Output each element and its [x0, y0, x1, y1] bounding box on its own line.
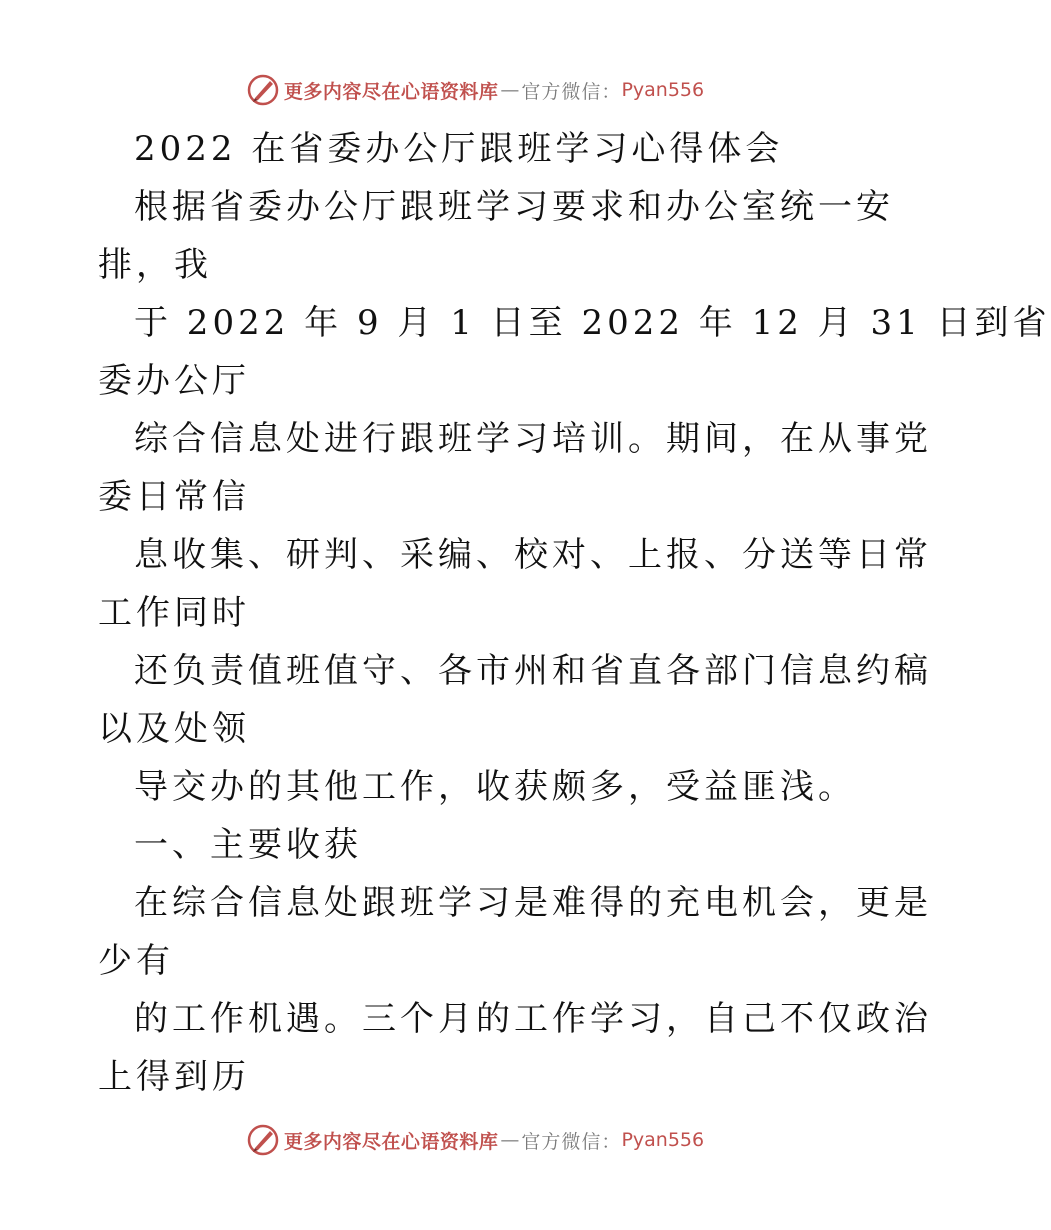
banner-wechat-label: 官方微信：	[521, 1130, 622, 1153]
banner-text: 更多内容尽在心语资料库	[283, 80, 499, 103]
text-line: 委办公厅	[98, 361, 250, 401]
quill-pen-icon	[246, 73, 280, 107]
text-line: 以及处领	[98, 709, 250, 749]
banner-wechat-id: Pyan556	[621, 1129, 705, 1151]
text-line: 根据省委办公厅跟班学习要求和办公室统一安	[134, 187, 894, 227]
text-line: 还负责值班值守、各市州和省直各部门信息约稿	[134, 651, 932, 691]
text-line: 综合信息处进行跟班学习培训。期间，在从事党	[134, 419, 932, 459]
text-line: 委日常信	[98, 477, 250, 517]
banner-wechat-id: Pyan556	[621, 79, 705, 101]
banner-wechat-label: 官方微信：	[521, 80, 622, 103]
text-line: 息收集、研判、采编、校对、上报、分送等日常	[134, 535, 932, 575]
text-line: 排，我	[98, 245, 212, 285]
text-line: 工作同时	[98, 593, 250, 633]
document-title: 2022 在省委办公厅跟班学习心得体会	[134, 129, 784, 169]
text-line: 于 2022 年 9 月 1 日至 2022 年 12 月 31 日到省	[134, 303, 1051, 343]
quill-pen-icon	[246, 1123, 280, 1157]
banner-text: 更多内容尽在心语资料库	[283, 1130, 499, 1153]
banner-separator: —	[500, 1129, 520, 1151]
document-body	[98, 120, 1051, 1106]
banner-separator: —	[500, 79, 520, 101]
header-banner	[0, 70, 950, 110]
text-line: 少有	[98, 941, 174, 981]
section-heading: 一、主要收获	[134, 825, 362, 865]
text-line: 上得到历	[98, 1057, 250, 1097]
text-line: 在综合信息处跟班学习是难得的充电机会，更是	[134, 883, 932, 923]
text-line: 导交办的其他工作，收获颇多，受益匪浅。	[134, 767, 856, 807]
text-line: 的工作机遇。三个月的工作学习，自己不仅政治	[134, 999, 932, 1039]
footer-banner	[0, 1120, 950, 1160]
